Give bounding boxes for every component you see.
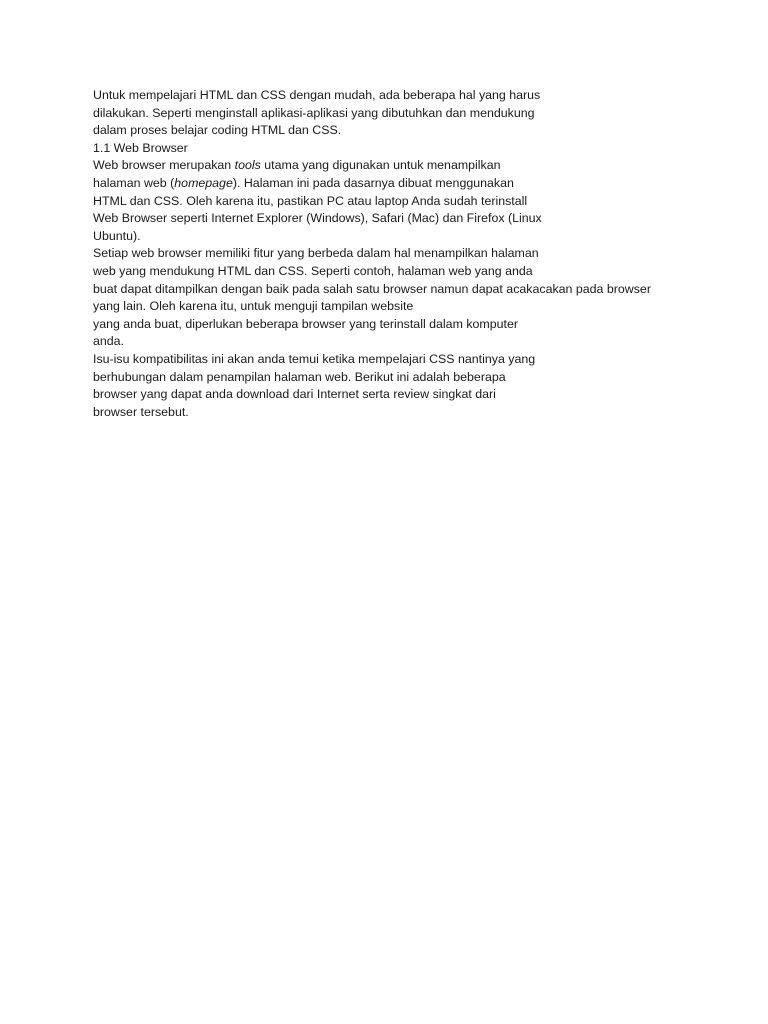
text-line-8: Web Browser seperti Internet Explorer (Windows), Safari (Mac) dan Firefox (Linux xyxy=(93,211,542,226)
text-line-18: browser yang dapat anda download dari Internet serta review singkat dari xyxy=(93,387,496,402)
text-line-14: yang anda buat, diperlukan beberapa browser yang terinstall dalam komputer xyxy=(93,316,518,331)
text-line-7: HTML dan CSS. Oleh karena itu, pastikan PC atau laptop Anda sudah terinstall xyxy=(93,193,528,208)
section-heading: 1.1 Web Browser xyxy=(93,140,188,155)
text-line-6: halaman web (homepage). Halaman ini pada dasarnya dibuat menggunakan xyxy=(93,175,514,190)
text-line-5: Web browser merupakan tools utama yang digunakan untuk menampilkan xyxy=(93,158,501,173)
text-line-3: dalam proses belajar coding HTML dan CSS. xyxy=(93,123,342,138)
text-line-16: Isu-isu kompatibilitas ini akan anda temui ketika mempelajari CSS nantinya yang xyxy=(93,351,536,366)
text-line-9: Ubuntu). xyxy=(93,228,141,243)
text-line-17: berhubungan dalam penampilan halaman web. Berikut ini adalah beberapa xyxy=(93,369,506,384)
text-line-13: yang lain. Oleh karena itu, untuk menguji tampilan website xyxy=(93,299,414,314)
text-line-19: browser tersebut. xyxy=(93,404,189,419)
document-body xyxy=(93,87,733,421)
italic-term-homepage: homepage xyxy=(174,175,233,190)
text-line-10: Setiap web browser memiliki fitur yang berbeda dalam hal menampilkan halaman xyxy=(93,246,539,261)
text-line-15: anda. xyxy=(93,334,125,349)
text-line-12: buat dapat ditampilkan dengan baik pada salah satu browser namun dapat acakacakan pada browser xyxy=(93,281,651,296)
text-line-2: dilakukan. Seperti menginstall aplikasi-aplikasi yang dibutuhkan dan mendukung xyxy=(93,105,535,120)
italic-term-tools: tools xyxy=(234,158,261,173)
text-line-11: web yang mendukung HTML dan CSS. Seperti contoh, halaman web yang anda xyxy=(93,263,533,278)
text-line-1: Untuk mempelajari HTML dan CSS dengan mudah, ada beberapa hal yang harus xyxy=(93,88,541,102)
